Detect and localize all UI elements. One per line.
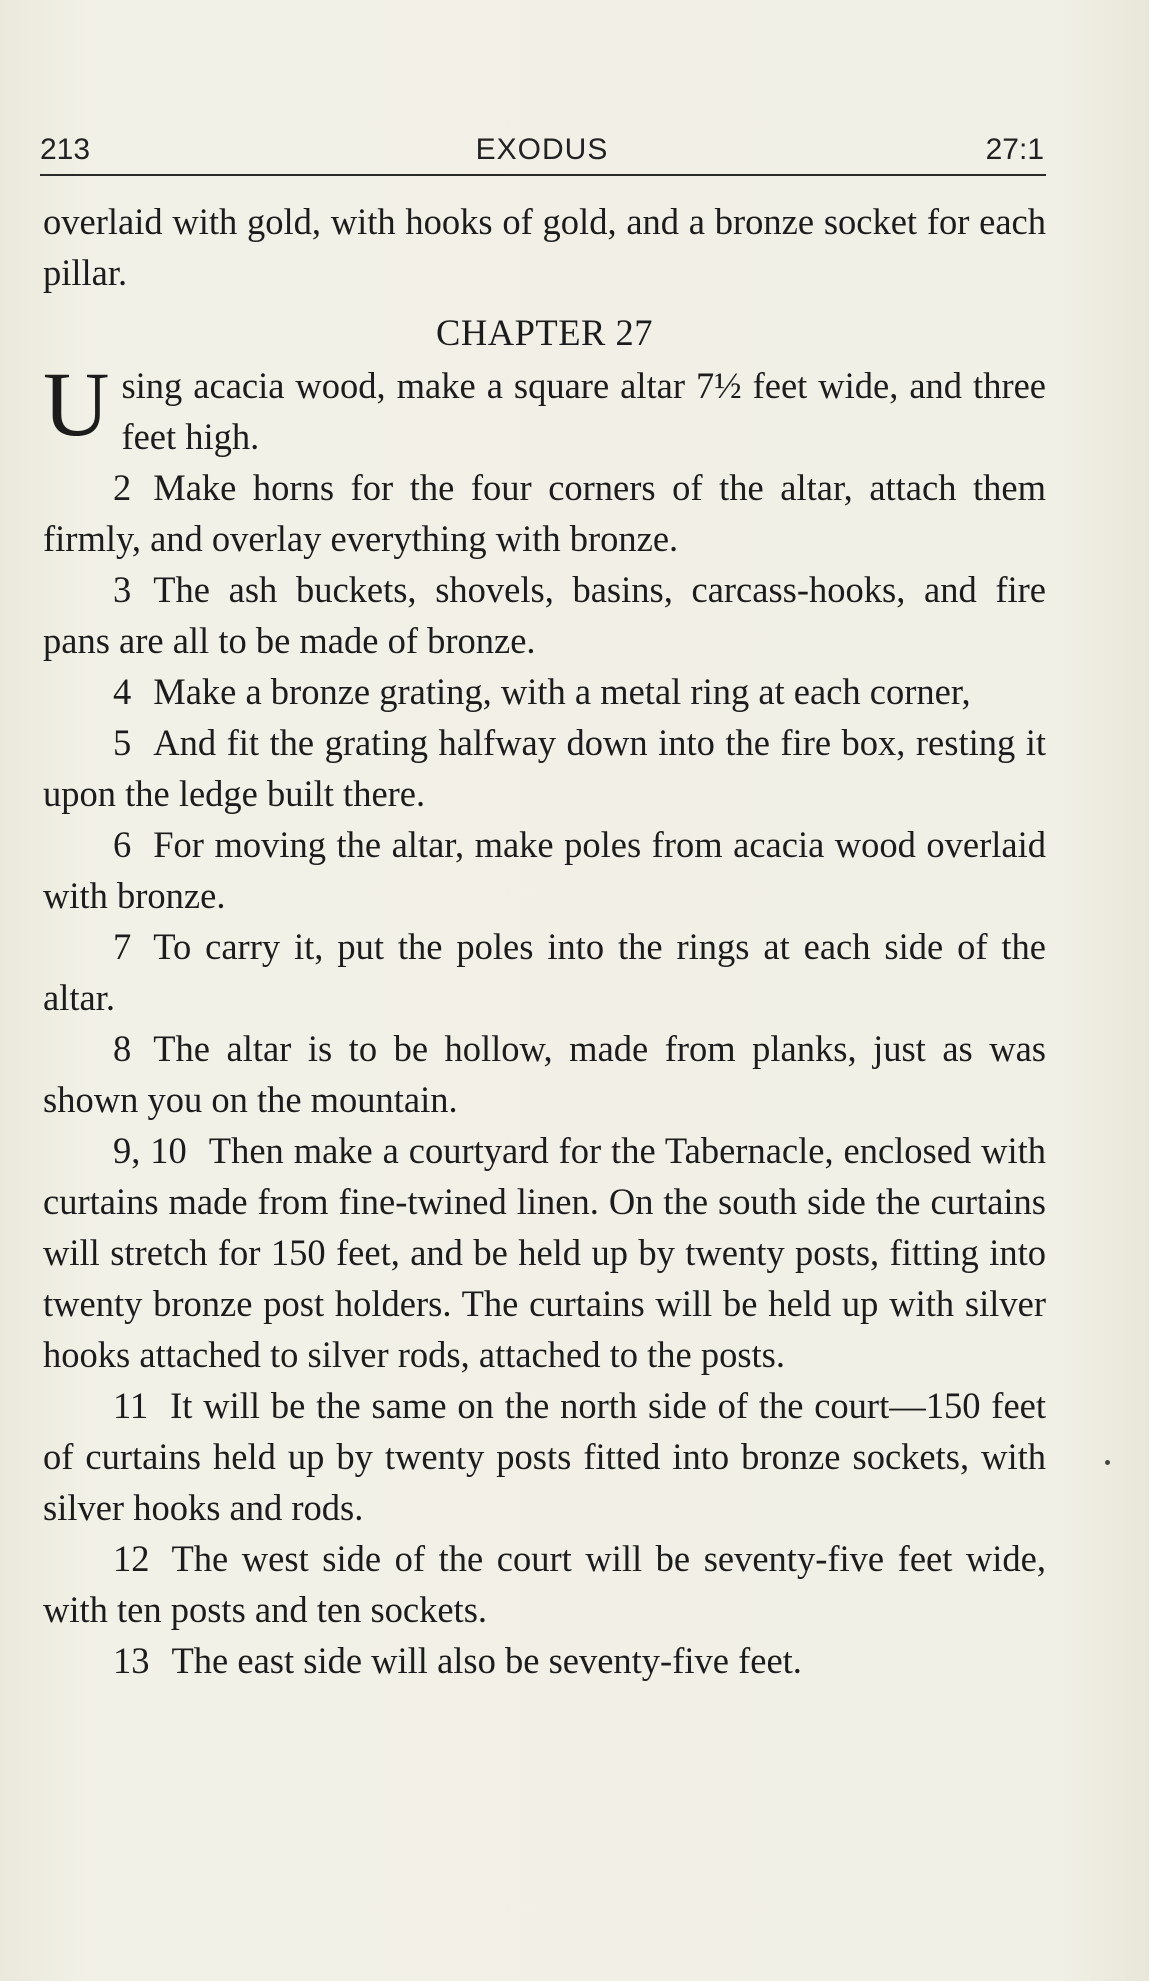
verse-number: 5 xyxy=(113,722,132,763)
verse-number: 13 xyxy=(113,1640,150,1681)
verse-paragraph xyxy=(43,921,1046,1023)
verse-text: The altar is to be hollow, made from planks, just as was shown you on the mountain. xyxy=(43,1028,1046,1120)
verse-text: And fit the grating halfway down into the fire box, resting it upon the ledge built there. xyxy=(43,722,1046,814)
page-speck xyxy=(1105,1460,1110,1465)
continuation-paragraph: overlaid with gold, with hooks of gold, and a bronze socket for each pillar. xyxy=(43,201,1046,293)
verse-number: 6 xyxy=(113,824,132,865)
book-title: EXODUS xyxy=(475,133,609,166)
page-number: 213 xyxy=(40,133,91,166)
verse-paragraph xyxy=(43,666,1046,717)
verse-text: The ash buckets, shovels, basins, carcass-hooks, and fire pans are all to be made of bronze. xyxy=(43,569,1046,661)
chapter-verse-reference: 27:1 xyxy=(985,133,1044,166)
verse-number: 9, 10 xyxy=(113,1130,187,1171)
verse-number: 4 xyxy=(113,671,132,712)
verse-list xyxy=(43,462,1046,1686)
verse-paragraph xyxy=(43,1023,1046,1125)
verse-1 xyxy=(43,353,1046,462)
verse-paragraph xyxy=(43,819,1046,921)
verse-text: For moving the altar, make poles from acacia wood overlaid with bronze. xyxy=(43,824,1046,916)
verse-paragraph xyxy=(43,1380,1046,1533)
body-text xyxy=(43,196,1046,1686)
verse-paragraph xyxy=(43,1533,1046,1635)
verse-number: 2 xyxy=(113,467,132,508)
verse-text: The east side will also be seventy-five feet. xyxy=(171,1640,802,1681)
verse-number: 11 xyxy=(113,1385,149,1426)
running-header xyxy=(40,133,1044,173)
verse-text: Make horns for the four corners of the altar, attach them firmly, and overlay everything with bronze. xyxy=(43,467,1046,559)
verse-text: It will be the same on the north side of the court—150 feet of curtains held up by twenty posts fitted into bronze sockets, with silver hooks and rods. xyxy=(43,1385,1046,1528)
verse-1-text: sing acacia wood, make a square altar 7½ feet wide, and three feet high. xyxy=(121,365,1046,457)
verse-number: 12 xyxy=(113,1538,150,1579)
verse-text: Then make a courtyard for the Tabernacle, enclosed with curtains made from fine-twined linen. On the south side the curtains will stretch for 150 feet, and be held up by twenty posts, fitting into twenty bronze post holders. The curtains will be held up with silver hooks attached to silver rods, attached to the posts. xyxy=(43,1130,1046,1375)
verse-number: 3 xyxy=(113,569,132,610)
verse-paragraph xyxy=(43,462,1046,564)
chapter-heading: CHAPTER 27 xyxy=(436,312,653,353)
verse-text: Make a bronze grating, with a metal ring at each corner, xyxy=(153,671,971,712)
verse-paragraph xyxy=(43,717,1046,819)
verse-paragraph xyxy=(43,1635,1046,1686)
verse-paragraph xyxy=(43,564,1046,666)
verse-text: The west side of the court will be seventy-five feet wide, with ten posts and ten sockets. xyxy=(43,1538,1046,1630)
drop-cap: U xyxy=(43,353,110,455)
verse-number: 7 xyxy=(113,926,132,967)
verse-text: To carry it, put the poles into the rings at each side of the altar. xyxy=(43,926,1046,1018)
verse-paragraph xyxy=(43,1125,1046,1380)
header-rule xyxy=(40,174,1046,176)
verse-number: 8 xyxy=(113,1028,132,1069)
